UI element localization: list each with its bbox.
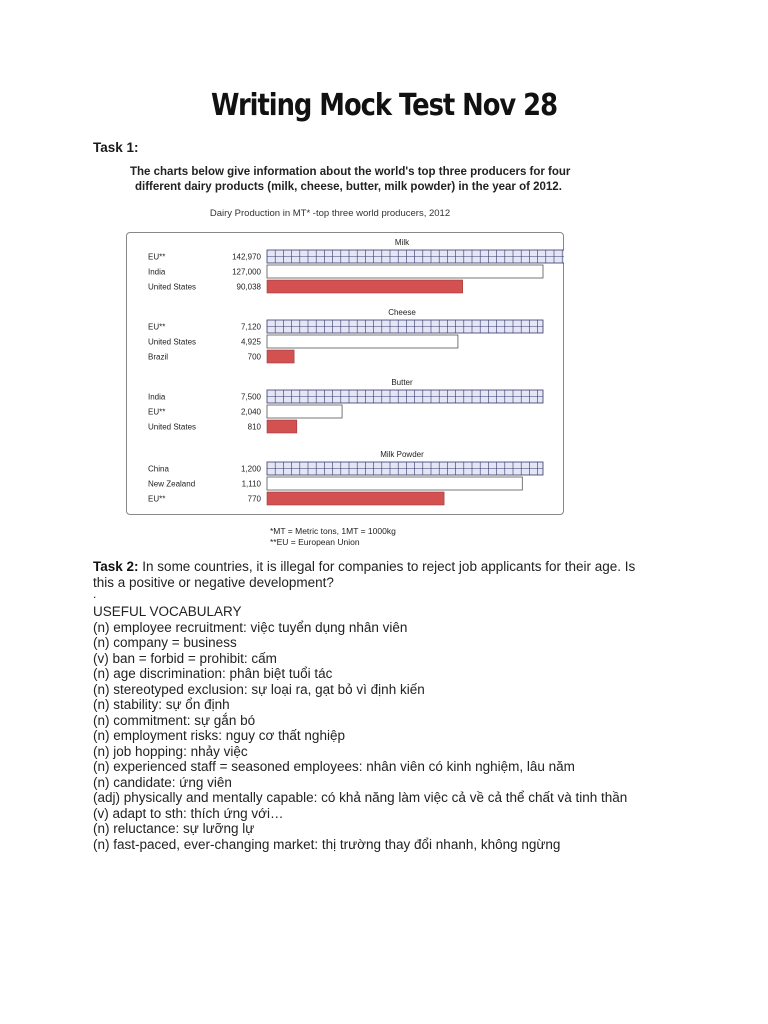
vocab-item: (n) company = business <box>93 635 237 650</box>
bar-cheese-3 <box>267 350 294 363</box>
vocab-item: (n) stability: sự ổn định <box>93 697 230 712</box>
row-label: EU** <box>148 494 166 504</box>
row-label: China <box>148 464 169 474</box>
value-label: 770 <box>247 494 261 504</box>
value-label: 2,040 <box>240 407 261 417</box>
chart-intro-line-1: The charts below give information about the world's top three producers for four <box>130 166 571 178</box>
bar-milk-3 <box>267 280 463 293</box>
group-title-cheese: Cheese <box>388 308 416 317</box>
row-label: EU** <box>148 322 166 332</box>
bar-milk-powder-2 <box>267 477 522 490</box>
vocab-item: (n) employee recruitment: việc tuyển dụng nhân viên <box>93 619 408 635</box>
bar-cheese-2 <box>267 335 458 348</box>
task2-line-1: In some countries, it is illegal for companies to reject job applicants for their age. Is <box>142 559 636 574</box>
task2-line-2: this a positive or negative development? <box>93 575 334 590</box>
dairy-production-chart <box>126 232 564 515</box>
vocabulary-heading: USEFUL VOCABULARY <box>93 604 242 619</box>
row-label: United States <box>148 282 197 292</box>
row-label: Brazil <box>148 352 169 362</box>
vocab-item: (n) job hopping: nhảy việc <box>93 743 248 759</box>
value-label: 90,038 <box>236 282 261 292</box>
vocab-item: (n) reluctance: sự lưỡng lự <box>93 821 255 836</box>
value-label: 7,500 <box>240 392 261 402</box>
vocab-item: (v) ban = forbid = prohibit: cấm <box>93 650 277 666</box>
vocab-item: (n) age discrimination: phân biệt tuổi tác <box>93 666 333 681</box>
row-label: New Zealand <box>148 479 196 489</box>
vocab-item: (n) experienced staff = seasoned employees: nhân viên có kinh nghiệm, lâu năm <box>93 759 575 774</box>
bar-milk-powder-3 <box>267 492 444 505</box>
chart-title: Dairy Production in MT* -top three world producers, 2012 <box>209 208 451 219</box>
row-label: United States <box>148 337 197 347</box>
group-title-butter: Butter <box>391 378 413 387</box>
separator-dot: . <box>93 587 97 601</box>
page-title: Writing Mock Test Nov 28 <box>210 88 557 123</box>
value-label: 127,000 <box>232 267 261 277</box>
value-label: 4,925 <box>240 337 261 347</box>
row-label: EU** <box>148 252 166 262</box>
value-label: 700 <box>247 352 261 362</box>
bar-butter-2 <box>267 405 342 418</box>
vocab-item: (v) adapt to sth: thích ứng với… <box>93 805 284 821</box>
row-label: United States <box>148 422 197 432</box>
value-label: 142,970 <box>232 252 261 262</box>
task1-label: Task 1: <box>93 140 139 155</box>
bar-milk-2 <box>267 265 543 278</box>
footnote-eu: **EU = European Union <box>270 537 360 547</box>
row-label: EU** <box>148 407 166 417</box>
group-title-milk-powder: Milk Powder <box>380 450 424 459</box>
vocab-item: (n) candidate: ứng viên <box>93 774 232 790</box>
task2-label: Task 2: <box>93 559 139 574</box>
vocab-item: (n) employment risks: nguy cơ thất nghiệp <box>93 728 345 743</box>
chart-intro-line-2: different dairy products (milk, cheese, butter, milk powder) in the year of 2012. <box>135 181 562 193</box>
task2-prompt <box>93 559 693 591</box>
vocab-item: (adj) physically and mentally capable: có khả năng làm việc cả về cả thể chất và tinh thần <box>93 790 628 805</box>
vocabulary-section <box>93 604 733 852</box>
vocab-item: (n) stereotyped exclusion: sự loại ra, gạt bỏ vì định kiến <box>93 681 425 697</box>
value-label: 7,120 <box>240 322 261 332</box>
vocab-item: (n) commitment: sự gắn bó <box>93 712 256 728</box>
row-label: India <box>148 267 166 277</box>
footnote-mt: *MT = Metric tons, 1MT = 1000kg <box>270 526 396 536</box>
value-label: 1,110 <box>241 479 261 489</box>
group-title-milk: Milk <box>394 238 410 247</box>
value-label: 1,200 <box>240 464 261 474</box>
row-label: India <box>148 392 166 402</box>
vocab-item: (n) fast-paced, ever-changing market: thị trường thay đổi nhanh, không ngừng <box>93 836 561 852</box>
value-label: 810 <box>247 422 261 432</box>
bar-butter-3 <box>267 420 297 433</box>
chart-intro <box>130 165 610 195</box>
